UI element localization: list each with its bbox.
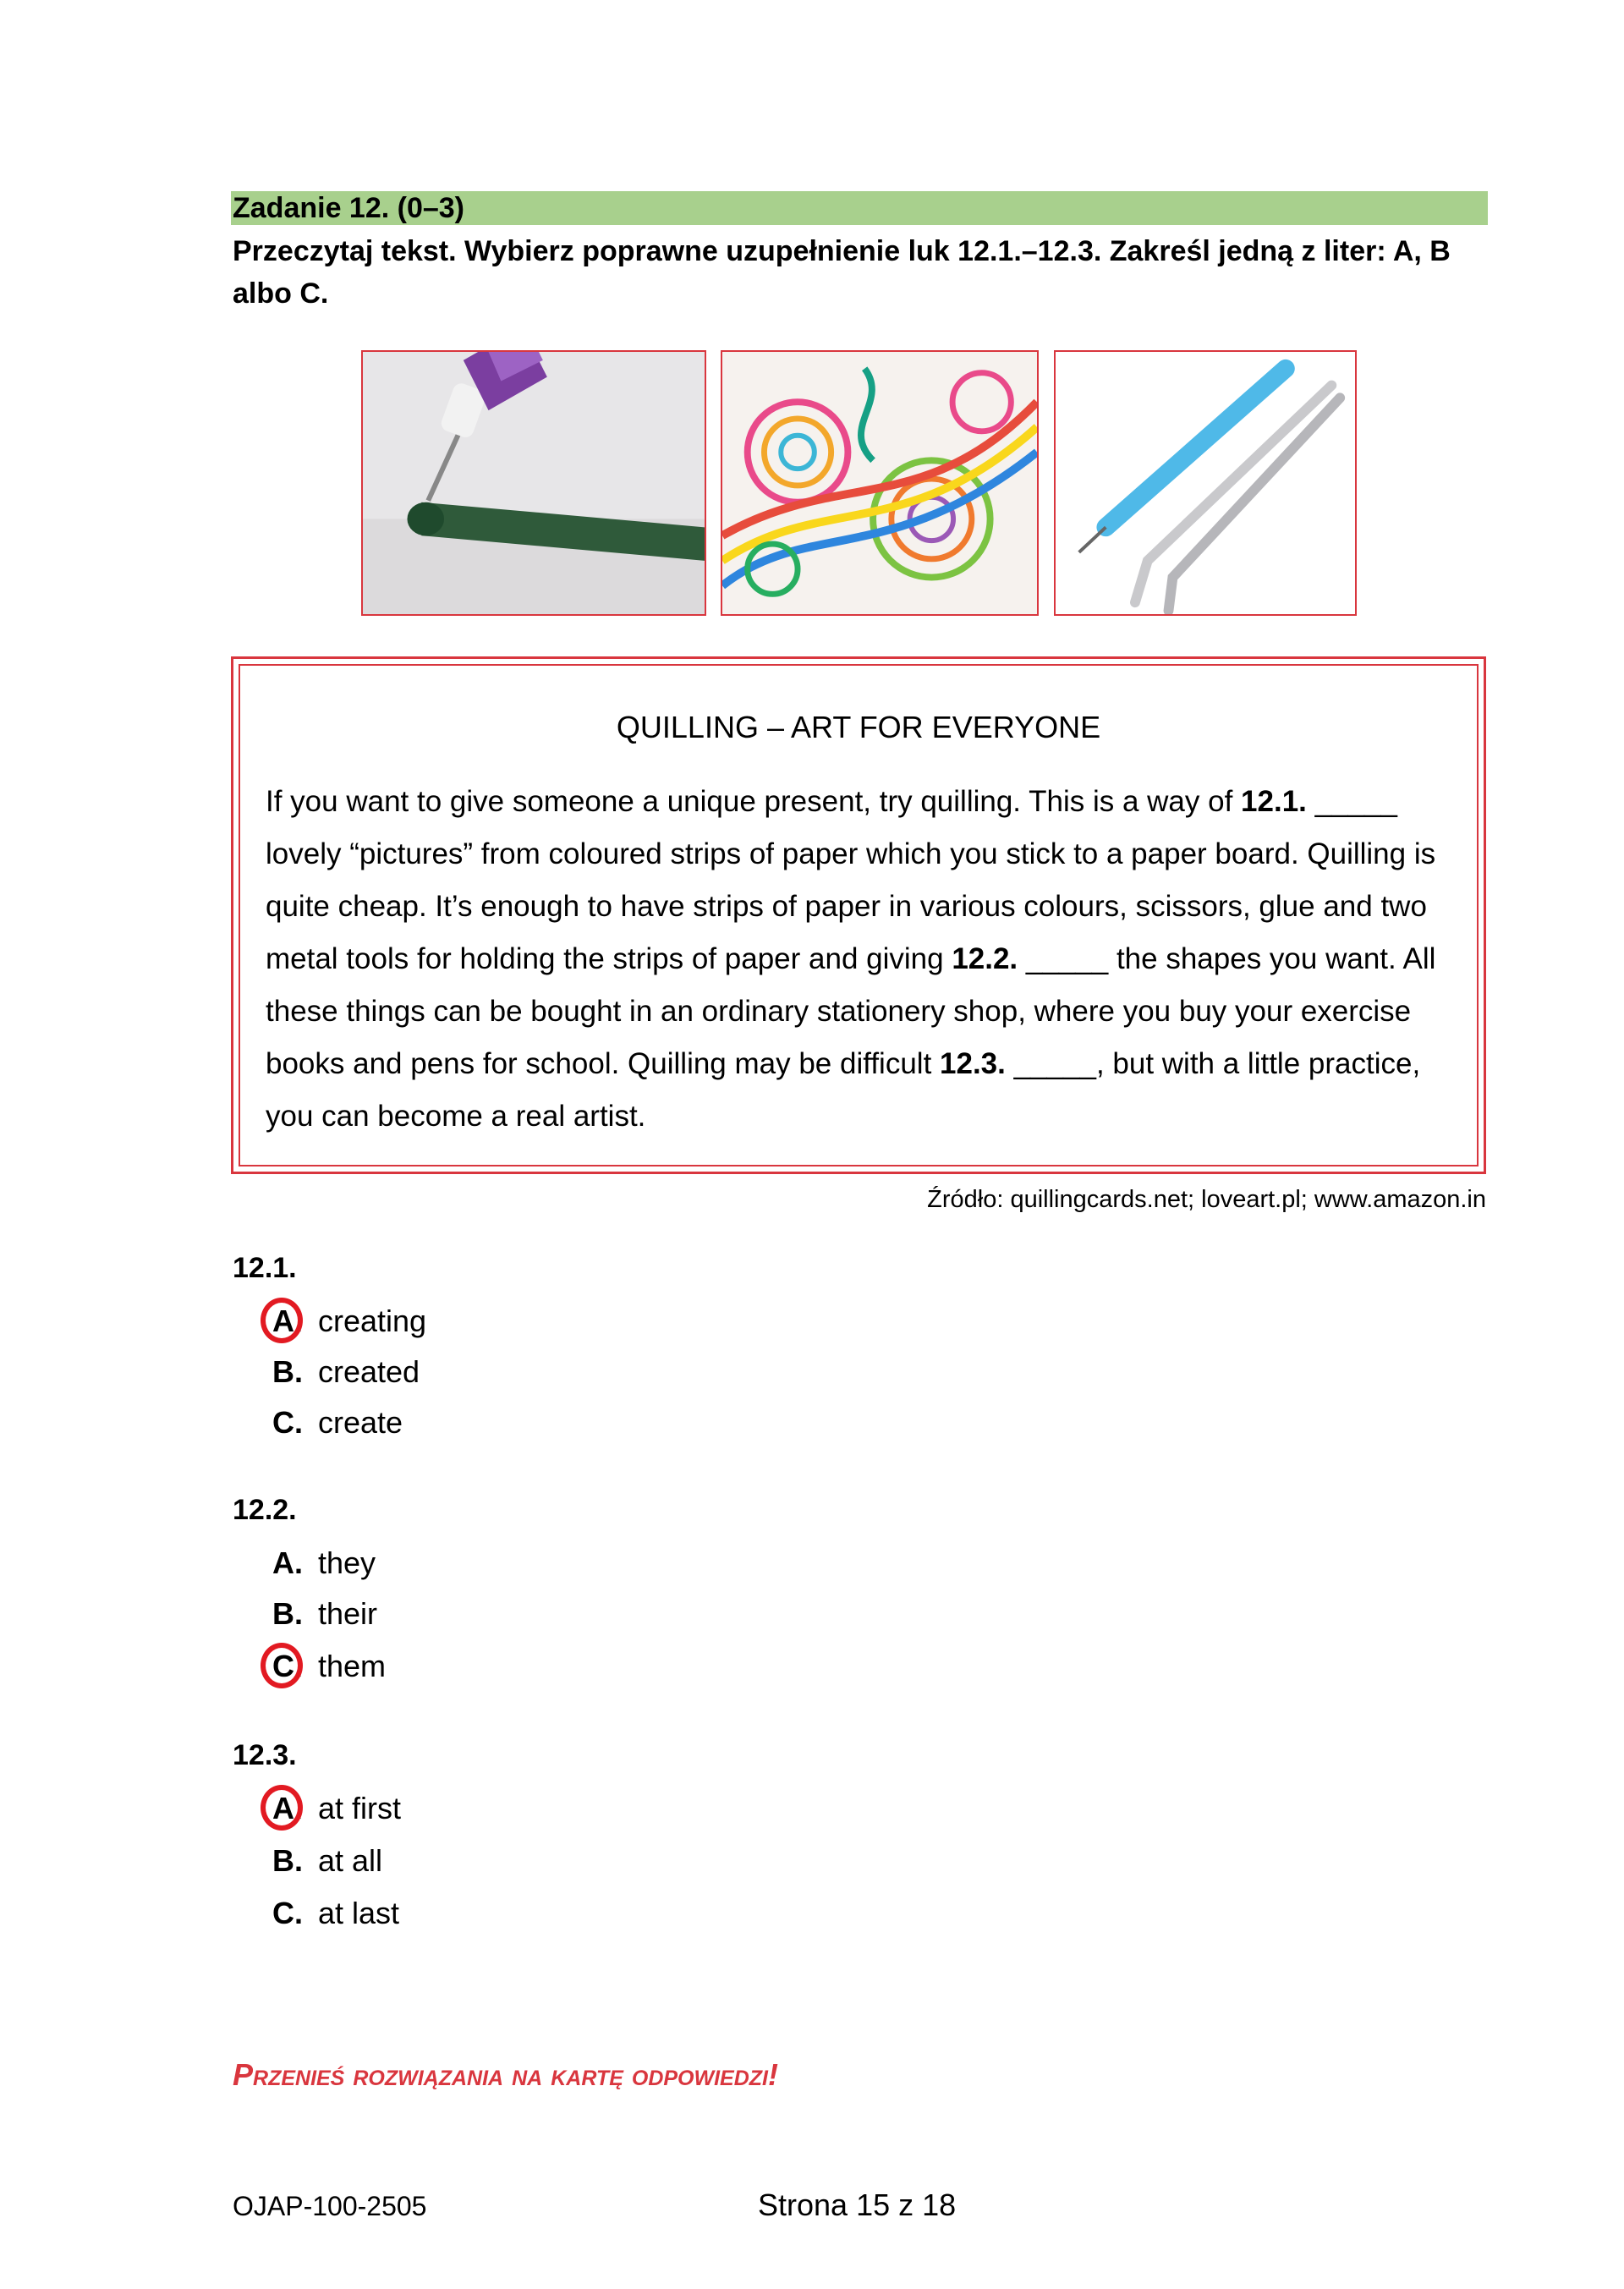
gap-label-12-2: 12.2. (952, 942, 1018, 975)
option-letter: C. (272, 1405, 303, 1440)
option-12-2-a[interactable] (272, 1545, 376, 1582)
gap-blank-12-3: _____ (1013, 1047, 1096, 1080)
option-letter: A. (272, 1791, 303, 1825)
option-12-1-b[interactable] (272, 1353, 420, 1391)
option-text: creating (318, 1304, 427, 1338)
gap-blank-12-1: _____ (1314, 785, 1397, 818)
option-12-2-b[interactable] (272, 1595, 377, 1633)
option-text: created (318, 1354, 420, 1389)
source-note: Źródło: quillingcards.net; loveart.pl; www.amazon.in (927, 1186, 1486, 1213)
gap-blank-12-2: _____ (1025, 942, 1109, 975)
option-12-3-b[interactable] (272, 1842, 382, 1880)
option-text: at all (318, 1843, 383, 1878)
question-label-12-3: 12.3. (233, 1739, 297, 1771)
option-letter: A. (272, 1304, 303, 1338)
gap-label-12-3: 12.3. (940, 1047, 1006, 1080)
answer-circle (261, 1298, 303, 1343)
option-12-3-c[interactable] (272, 1895, 399, 1932)
photo-quilling-tool (361, 350, 706, 616)
option-letter: B. (272, 1354, 303, 1389)
answer-circle (261, 1785, 303, 1831)
option-12-3-a[interactable] (272, 1790, 401, 1827)
option-letter: A. (272, 1545, 303, 1580)
option-letter: B. (272, 1843, 303, 1878)
option-12-1-a[interactable] (272, 1303, 426, 1340)
text-part-4: , but with a little practice, you can become a real artist. (266, 1047, 1421, 1133)
option-letter: C. (272, 1896, 303, 1930)
option-text: their (318, 1596, 378, 1631)
option-text: at last (318, 1896, 400, 1930)
text-part-2: lovely “pictures” from coloured strips of paper which you stick to a paper board. Quilling is quite cheap. It’s enough to have strips of paper in various colours, scissors, glue and two metal tools for holding the strips of paper and giving (266, 837, 1436, 975)
option-text: create (318, 1405, 403, 1440)
page-number: Strona 15 z 18 (758, 2187, 957, 2222)
text-body (266, 776, 1451, 1143)
reading-text-inner (239, 664, 1479, 1166)
photo-tweezers (1054, 350, 1357, 616)
option-letter: B. (272, 1596, 303, 1631)
text-title: QUILLING – ART FOR EVERYONE (616, 710, 1101, 744)
task-instruction: Przeczytaj tekst. Wybierz poprawne uzupełnienie luk 12.1.–12.3. Zakreśl jedną z liter: A, B albo C. (233, 235, 1451, 310)
option-12-1-c[interactable] (272, 1404, 403, 1441)
text-part-1: If you want to give someone a unique present, try quilling. This is a way of (266, 785, 1242, 818)
question-label-12-1: 12.1. (233, 1252, 297, 1284)
option-text: at first (318, 1791, 402, 1825)
exam-code: OJAP-100-2505 (233, 2191, 427, 2221)
option-letter: C. (272, 1649, 303, 1683)
transfer-note: Przenieś rozwiązania na kartę odpowiedzi! (233, 2057, 778, 2092)
task-header: Zadanie 12. (0–3) (231, 191, 1488, 225)
question-label-12-2: 12.2. (233, 1494, 297, 1526)
option-text: they (318, 1545, 376, 1580)
answer-circle (261, 1643, 303, 1688)
reading-text-box (231, 656, 1486, 1174)
option-12-2-c[interactable] (272, 1648, 386, 1685)
option-text: them (318, 1649, 387, 1683)
photo-quilling-art (721, 350, 1039, 616)
gap-label-12-1: 12.1. (1241, 785, 1307, 818)
text-part-3: the shapes you want. All these things can be bought in an ordinary stationery shop, where you buy your exercise books and pens for school. Quilling may be difficult (266, 942, 1436, 1080)
